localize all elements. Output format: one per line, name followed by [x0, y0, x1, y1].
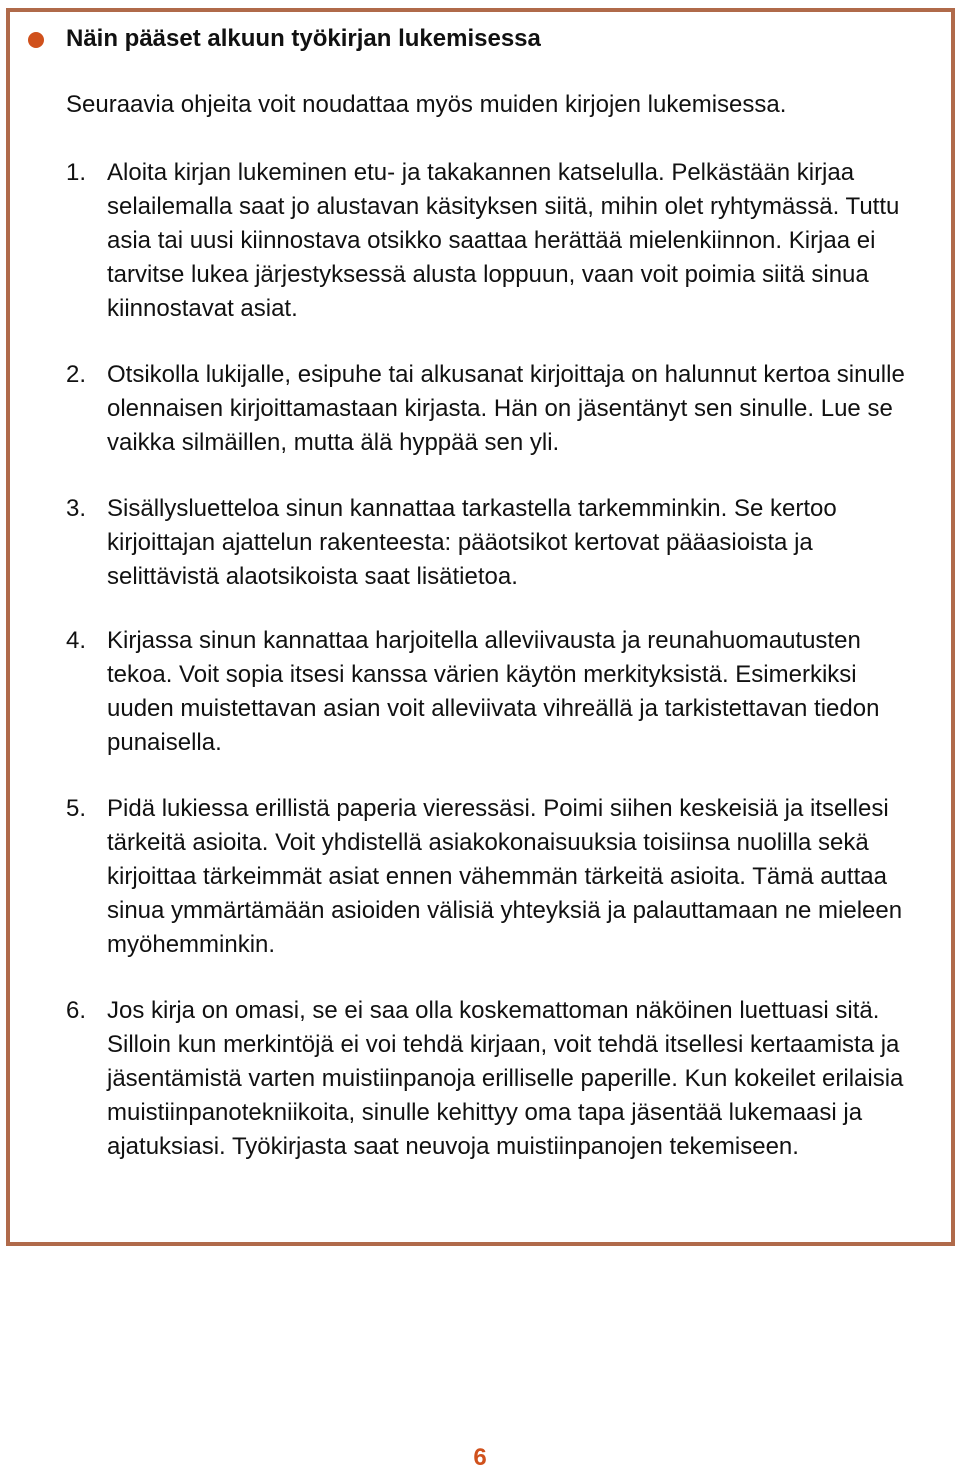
list-item	[66, 994, 926, 1164]
page-number: 6	[473, 1444, 487, 1471]
list-item-text: Otsikolla lukijalle, esipuhe tai alkusanat kirjoittaja on halunnut kertoa sinulle olennaisen kirjoittamastaan kirjasta. Hän on jäsentänyt sen sinulle. Lue se vaikka silmäillen, mutta älä hyppää sen yli.	[107, 361, 905, 456]
box-heading: Näin pääset alkuun työkirjan lukemisessa	[66, 25, 541, 52]
list-item-text: Sisällysluetteloa sinun kannattaa tarkastella tarkemminkin. Se kertoo kirjoittajan ajattelun rakenteesta: pääotsikot kertovat pääasioista ja selittävistä alaotsikoista saat lisätietoa.	[107, 495, 837, 590]
list-item-number: 4.	[66, 627, 87, 654]
list-item	[66, 624, 926, 760]
list-item	[66, 156, 926, 326]
list-item-number: 5.	[66, 795, 87, 822]
list-item-number: 3.	[66, 495, 87, 522]
list-item-number: 1.	[66, 159, 87, 186]
list-item-text: Jos kirja on omasi, se ei saa olla koskemattoman näköinen luettuasi sitä. Silloin kun merkintöjä ei voi tehdä kirjaan, voit tehdä itsellesi kertaamista ja jäsentämistä varten muistiinpanoja erilliselle paperille. Kun kokeilet erilaisia muistiinpanotekniikoita, sinulle kehittyy oma tapa jäsentää lukemaasi ja ajatuksiasi. Työkirjasta saat neuvoja muistiinpanojen tekemiseen.	[107, 997, 904, 1160]
bullet-icon	[28, 32, 44, 48]
list-item-text: Pidä lukiessa erillistä paperia vieressäsi. Poimi siihen keskeisiä ja itsellesi tärkeitä asioita. Voit yhdistellä asiakokonaisuuksia toisiinsa nuolilla sekä kirjoittaa tärkeimmät asiat ennen vähemmän tärkeitä asioita. Tämä auttaa sinua ymmärtämään asioiden välisiä yhteyksiä ja palauttamaan ne mieleen myöhemminkin.	[107, 795, 903, 958]
list-item-text: Kirjassa sinun kannattaa harjoitella alleviivausta ja reunahuomautusten tekoa. Voit sopia itsesi kanssa värien käytön merkityksistä. Esimerkiksi uuden muistettavan asian voit alleviivata vihreällä ja tarkistettavan tiedon punaisella.	[107, 627, 880, 756]
list-item	[66, 492, 926, 594]
list-item	[66, 358, 926, 460]
list-item-text: Aloita kirjan lukeminen etu- ja takakannen katselulla. Pelkästään kirjaa selailemalla saat jo alustavan käsityksen siitä, mihin olet ryhtymässä. Tuttu asia tai uusi kiinnostava otsikko saattaa herättää mielenkiinnon. Kirjaa ei tarvitse lukea järjestyksessä alusta loppuun, vaan voit poimia siitä sinua kiinnostavat asiat.	[107, 159, 900, 322]
list-item-number: 6.	[66, 997, 87, 1024]
list-item-number: 2.	[66, 361, 87, 388]
list-item	[66, 792, 926, 962]
intro-text: Seuraavia ohjeita voit noudattaa myös muiden kirjojen lukemisessa.	[66, 91, 787, 118]
